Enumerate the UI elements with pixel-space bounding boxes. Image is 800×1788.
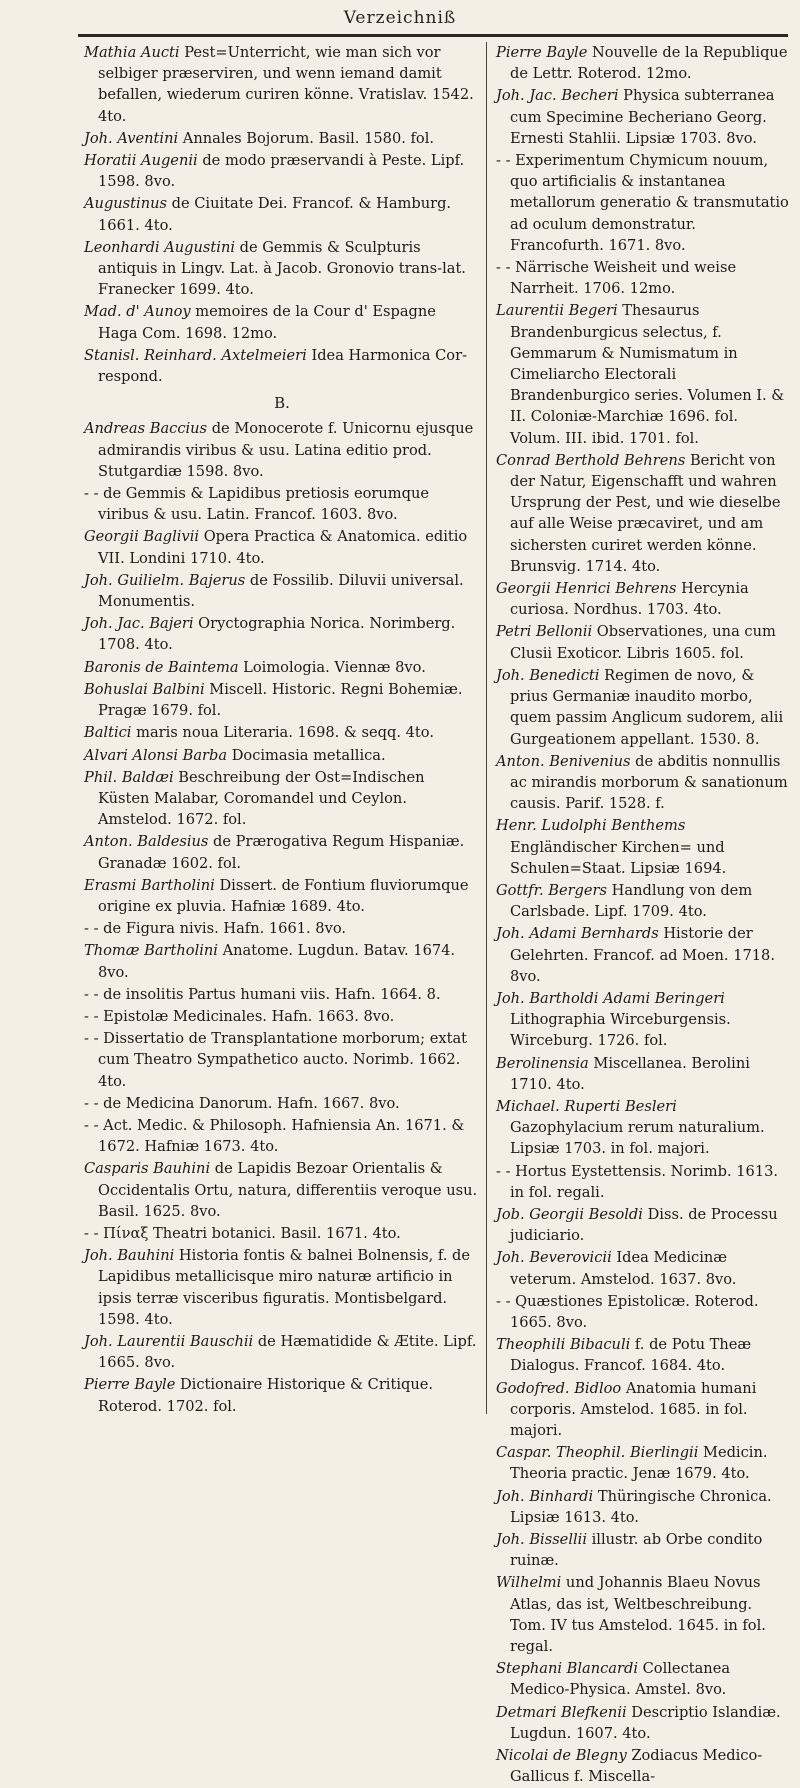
catalogue-entry: [496, 665, 792, 750]
entry-title: Thüringische Chronica. Lipsiæ 1613. 4to.: [510, 1487, 772, 1526]
catalogue-entry: [496, 1702, 792, 1744]
entry-title: Oryctographia Norica. Norimberg. 1708. 4to.: [98, 615, 456, 654]
catalogue-entry: [84, 570, 480, 612]
entry-title: Närrische Weisheit und weise Narrheit. 1706. 12mo.: [510, 259, 737, 298]
right-column: [496, 42, 792, 1788]
catalogue-entry: [84, 42, 480, 127]
entry-title: Dissert. de Fontium fluviorumque origine ex pluvia. Hafniæ 1689. 4to.: [98, 876, 469, 915]
entry-title: Medicin. Theoria practic. Jenæ 1679. 4to.: [510, 1444, 768, 1483]
entry-author: Joh. Jac. Bajeri: [84, 615, 194, 633]
entry-title: Miscell. Historic. Regni Bohemiæ. Pragæ 1679. fol.: [98, 680, 463, 720]
catalogue-entry: [84, 875, 480, 917]
entry-author: Mad. d' Aunoy: [84, 303, 191, 321]
entry-author: Joh. Laurentii Bauschii: [84, 1332, 254, 1350]
entry-title: Anatomia humani corporis. Amstelod. 1685. in fol. majori.: [510, 1379, 757, 1439]
entry-title: Idea Medicinæ veterum. Amstelod. 1637. 8vo.: [510, 1249, 737, 1288]
catalogue-entry: [84, 940, 480, 982]
catalogue-entry: [496, 1486, 792, 1528]
catalogue-entry: [496, 923, 792, 987]
entry-author: Anton. Benivenius: [496, 752, 631, 770]
entry-title: Handlung von dem Carlsbade. Lipf. 1709. 4to.: [510, 881, 753, 921]
entry-author: - -: [496, 259, 511, 277]
catalogue-entry: [84, 1158, 480, 1222]
entry-author: Pierre Bayle: [496, 44, 588, 61]
catalogue-entry: [84, 128, 480, 149]
entry-title: Historia fontis & balnei Bolnensis, f. de Lapidibus metallicisque miro naturæ artificio in ipsis terræ visceribus figuratis. Montisbelgard. 1598. 4to.: [98, 1247, 471, 1328]
entry-author: Phil. Baldæi: [84, 768, 174, 786]
entry-title: de modo præservandi à Peste. Lipf. 1598. 8vo.: [98, 152, 465, 191]
entry-title: Pest=Unterricht, wie man sich vor selbiger præserviren, und wenn iemand damit befallen, wiederum curiren könne. Vratislav. 1542. 4to.: [98, 44, 474, 125]
catalogue-entry: [496, 1053, 792, 1095]
entry-title: Experimentum Chymicum nouum, quo artificialis & instantanea metallorum generatio & transmutatio ad oculum demonstratur. Francofurth. 1671. 8vo.: [510, 152, 789, 254]
entry-author: Casparis Bauhini: [84, 1160, 211, 1178]
catalogue-entry: [84, 1028, 480, 1092]
entry-title: illustr. ab Orbe condito ruinæ.: [510, 1531, 763, 1570]
catalogue-entry: [496, 85, 792, 149]
entry-author: Georgii Baglivii: [84, 528, 200, 546]
entry-author: - -: [84, 1224, 99, 1242]
entry-title: Bericht von der Natur, Eigenschafft und wahren Ursprung der Pest, und wie dieselbe auf alle Weise præcaviret, und am sichersten curiret werden könne. Brunsvig. 1714. 4to.: [510, 451, 781, 575]
entry-author: Wilhelmi: [496, 1574, 562, 1592]
entry-title: de Figura nivis. Hafn. 1661. 8vo.: [98, 920, 346, 938]
entry-author: Michael. Ruperti Besleri: [496, 1097, 677, 1115]
catalogue-entry: [84, 301, 480, 343]
entry-title: de Fossilib. Diluvii universal. Monumentis.: [98, 571, 464, 611]
entry-author: Joh. Guilielm. Bajerus: [84, 571, 246, 589]
catalogue-entry: [496, 150, 792, 256]
entry-title: Quæstiones Epistolicæ. Roterod. 1665. 8vo.: [510, 1292, 759, 1331]
entry-author: Joh. Benedicti: [496, 666, 600, 684]
entry-author: Joh. Aventini: [84, 129, 179, 147]
catalogue-entry: [496, 815, 792, 879]
section-letter: B.: [274, 394, 290, 413]
entry-title: Idea Harmonica Cor-respond.: [98, 346, 468, 386]
entry-title: de Gemmis & Lapidibus pretiosis eorumque viribus & usu. Latin. Francof. 1603. 8vo.: [98, 485, 430, 524]
catalogue-entry: [84, 1093, 480, 1114]
entry-author: - -: [84, 1116, 99, 1134]
entry-title: Regimen de novo, & prius Germaniæ inaudito morbo, quem passim Anglicum sudorem, alii Gurgeationem appellant. 1530. 8.: [510, 666, 784, 748]
entry-author: Henr. Ludolphi Benthems: [496, 817, 686, 835]
entry-author: - -: [84, 985, 99, 1003]
entry-author: - -: [496, 152, 511, 170]
entry-author: Augustinus: [84, 195, 167, 213]
catalogue-entry: [496, 1291, 792, 1333]
entry-author: Joh. Binhardi: [496, 1487, 594, 1505]
entry-author: Georgii Henrici Behrens: [496, 580, 677, 598]
catalogue-entry: [496, 1658, 792, 1700]
catalogue-entry: [84, 1331, 480, 1373]
entry-author: - -: [84, 1030, 99, 1048]
catalogue-entry: [496, 1745, 792, 1787]
catalogue-entry: [496, 1247, 792, 1289]
entry-author: - -: [84, 1007, 99, 1025]
entry-author: Baronis de Baintema: [84, 658, 239, 676]
entry-author: Godofred. Bidloo: [496, 1379, 622, 1397]
entry-title: de Monocerote f. Unicornu ejusque admirandis viribus & usu. Latina editio prod. Stutgardiæ 1598. 8vo.: [98, 420, 474, 480]
entry-author: - -: [496, 1162, 511, 1180]
entry-title: Act. Medic. & Philosoph. Hafniensia An. 1671. & 1672. Hafniæ 1673. 4to.: [98, 1116, 465, 1156]
page-header: Verzeichniß: [343, 8, 457, 28]
column-divider: [486, 42, 487, 1414]
catalogue-entry: [496, 621, 792, 663]
entry-author: Erasmi Bartholini: [84, 876, 215, 894]
catalogue-entry: [496, 42, 792, 84]
catalogue-entry: [84, 1223, 480, 1244]
entry-title: Annales Bojorum. Basil. 1580. fol.: [178, 129, 435, 147]
entry-title: Docimasia metallica.: [227, 746, 386, 764]
catalogue-entry: [84, 1006, 480, 1027]
entry-title: de Hæmatidide & Ætite. Lipf. 1665. 8vo.: [98, 1332, 477, 1372]
entry-title: Engländischer Kirchen= und Schulen=Staat. Lipsiæ 1694.: [510, 838, 727, 877]
catalogue-entry: [496, 751, 792, 815]
entry-author: Joh. Beverovicii: [496, 1249, 612, 1267]
entry-author: Conrad Berthold Behrens: [496, 451, 686, 469]
entry-title: Dissertatio de Transplantatione morborum; extat cum Theatro Sympathetico aucto. Norimb. 1662. 4to.: [98, 1030, 468, 1090]
entry-author: Bohuslai Balbini: [84, 680, 205, 698]
catalogue-entry: [496, 257, 792, 299]
entry-author: Berolinensia: [496, 1054, 589, 1072]
catalogue-entry: [84, 767, 480, 831]
entry-author: Horatii Augenii: [84, 152, 198, 170]
entry-author: Joh. Bartholdi Adami Beringeri: [496, 989, 725, 1007]
catalogue-entry: [84, 745, 480, 766]
catalogue-entry: [496, 1572, 792, 1657]
entry-author: Joh. Bauhini: [84, 1247, 175, 1265]
entry-author: Joh. Jac. Becheri: [496, 87, 619, 105]
catalogue-entry: [84, 483, 480, 525]
entry-title: de Lapidis Bezoar Orientalis & Occidentalis Ortu, natura, differentiis veroque usu. Basil. 1625. 8vo.: [98, 1160, 478, 1220]
catalogue-entry: [496, 1204, 792, 1246]
entry-author: Mathia Aucti: [84, 44, 180, 61]
entry-title: de insolitis Partus humani viis. Hafn. 1664. 8.: [98, 985, 441, 1003]
entry-title: Gazophylacium rerum naturalium. Lipsiæ 1703. in fol. majori.: [510, 1119, 765, 1158]
entry-author: Joh. Bissellii: [496, 1531, 587, 1549]
catalogue-entry: [84, 722, 480, 743]
catalogue-entry: [84, 1245, 480, 1330]
entry-title: Zodiacus Medico-Gallicus f. Miscella-: [510, 1747, 763, 1786]
entry-title: Epistolæ Medicinales. Hafn. 1663. 8vo.: [98, 1007, 395, 1025]
catalogue-entry: [84, 984, 480, 1005]
entry-author: Stephani Blancardi: [496, 1660, 638, 1678]
entry-title: Lithographia Wirceburgensis. Wirceburg. 1726. fol.: [510, 1011, 731, 1050]
entry-title: Diss. de Processu judiciario.: [510, 1205, 778, 1245]
entry-title: Beschreibung der Ost=Indischen Küsten Malabar, Coromandel und Ceylon. Amstelod. 1672. fol.: [98, 768, 425, 829]
entry-title: Historie der Gelehrten. Francof. ad Moen. 1718. 8vo.: [510, 925, 775, 985]
catalogue-entry: [496, 988, 792, 1052]
catalogue-entry: [84, 613, 480, 655]
entry-title: Loimologia. Viennæ 8vo.: [238, 658, 426, 676]
entry-title: Thesaurus Brandenburgicus selectus, f. Gemmarum & Numismatum in Cimeliarcho Electorali Brandenburgico series. Volumen I. & II. Coloniæ-Marchiæ 1696. fol. Volum. III. ibid. 1701. fol.: [510, 302, 785, 447]
entry-author: Andreas Baccius: [84, 420, 208, 438]
catalogue-entry: [84, 831, 480, 873]
entry-title: Dictionaire Historique & Critique. Roterod. 1702. fol.: [98, 1376, 434, 1415]
entry-author: Pierre Bayle: [84, 1376, 176, 1394]
entry-author: - -: [84, 1094, 99, 1112]
entry-title: f. de Potu Theæ Dialogus. Francof. 1684. 4to.: [510, 1336, 752, 1375]
entry-title: Descriptio Islandiæ. Lugdun. 1607. 4to.: [510, 1703, 781, 1742]
entry-author: Alvari Alonsi Barba: [84, 746, 228, 764]
catalogue-entry: [84, 526, 480, 568]
catalogue-entry: [496, 300, 792, 448]
catalogue-entry: [84, 237, 480, 301]
entry-author: Joh. Adami Bernhards: [496, 925, 659, 943]
entry-title: Nouvelle de la Republique de Lettr. Roterod. 12mo.: [510, 44, 788, 83]
header-rule: [78, 34, 788, 37]
entry-title: Πίναξ Theatri botanici. Basil. 1671. 4to.: [98, 1224, 401, 1242]
entry-title: Hercynia curiosa. Nordhus. 1703. 4to.: [510, 580, 749, 619]
entry-title: maris noua Literaria. 1698. & seqq. 4to.: [131, 724, 434, 742]
entry-title: Miscellanea. Berolini 1710. 4to.: [510, 1054, 750, 1093]
catalogue-entry: [496, 1334, 792, 1376]
entry-title: Collectanea Medico-Physica. Amstel. 8vo.: [510, 1660, 731, 1699]
entry-title: de Ciuitate Dei. Francof. & Hamburg. 1661. 4to.: [98, 195, 452, 234]
entry-author: Petri Bellonii: [496, 623, 593, 641]
entry-title: de Prærogativa Regum Hispaniæ. Granadæ 1602. fol.: [98, 833, 465, 872]
catalogue-entry: [84, 679, 480, 721]
catalogue-entry: [84, 150, 480, 192]
entry-author: Leonhardi Augustini: [84, 238, 236, 256]
catalogue-entry: [84, 657, 480, 678]
entry-author: Detmari Blefkenii: [496, 1703, 627, 1721]
catalogue-entry: [84, 1374, 480, 1416]
entry-title: Hortus Eystettensis. Norimb. 1613. in fol. regali.: [510, 1162, 779, 1201]
entry-title: de Gemmis & Sculpturis antiquis in Lingv. Lat. à Jacob. Gronovio trans-lat. Franecker 1699. 4to.: [98, 238, 466, 299]
entry-author: Job. Georgii Besoldi: [496, 1205, 643, 1223]
catalogue-entry: [84, 418, 480, 482]
entry-title: Observationes, una cum Clusii Exoticor. Libris 1605. fol.: [510, 623, 776, 662]
catalogue-entry: [496, 578, 792, 620]
catalogue-entry: [496, 1378, 792, 1442]
entry-title: Opera Practica & Anatomica. editio VII. Londini 1710. 4to.: [98, 528, 468, 567]
entry-author: Nicolai de Blegny: [496, 1747, 627, 1765]
entry-title: memoires de la Cour d' Espagne Haga Com. 1698. 12mo.: [98, 303, 436, 342]
catalogue-entry: [496, 1161, 792, 1203]
entry-author: Theophili Bibaculi: [496, 1336, 631, 1354]
entry-title: Anatome. Lugdun. Batav. 1674. 8vo.: [98, 942, 456, 981]
catalogue-entry: [496, 1096, 792, 1160]
entry-author: - -: [84, 920, 99, 938]
entry-author: Stanisl. Reinhard. Axtelmeieri: [84, 346, 307, 364]
catalogue-entry: [84, 1115, 480, 1157]
entry-title: und Johannis Blaeu Novus Atlas, das ist, Weltbeschreibung. Tom. IV tus Amstelod. 1645. in fol. regal.: [510, 1574, 766, 1656]
left-column: [84, 42, 480, 1418]
catalogue-entry: [496, 880, 792, 922]
entry-author: Caspar. Theophil. Bierlingii: [496, 1444, 699, 1462]
catalogue-entry: [84, 918, 480, 939]
entry-author: Laurentii Begeri: [496, 302, 618, 320]
entry-author: Thomæ Bartholini: [84, 942, 218, 960]
catalogue-entry: [496, 1442, 792, 1484]
catalogue-entry: [496, 1529, 792, 1571]
entry-title: de Medicina Danorum. Hafn. 1667. 8vo.: [98, 1094, 400, 1112]
entry-author: Anton. Baldesius: [84, 833, 209, 851]
catalogue-entry: [84, 193, 480, 235]
catalogue-entry: [496, 450, 792, 577]
entry-author: - -: [496, 1292, 511, 1310]
entry-author: Gottfr. Bergers: [496, 881, 608, 899]
entry-title: de abditis nonnullis ac mirandis morborum & sanationum causis. Parif. 1528. f.: [510, 752, 788, 813]
entry-author: Baltici: [84, 724, 132, 742]
entry-title: Physica subterranea cum Specimine Becheriano Georg. Ernesti Stahlii. Lipsiæ 1703. 8vo.: [510, 87, 775, 147]
catalogue-entry: [84, 345, 480, 387]
entry-author: - -: [84, 485, 99, 503]
